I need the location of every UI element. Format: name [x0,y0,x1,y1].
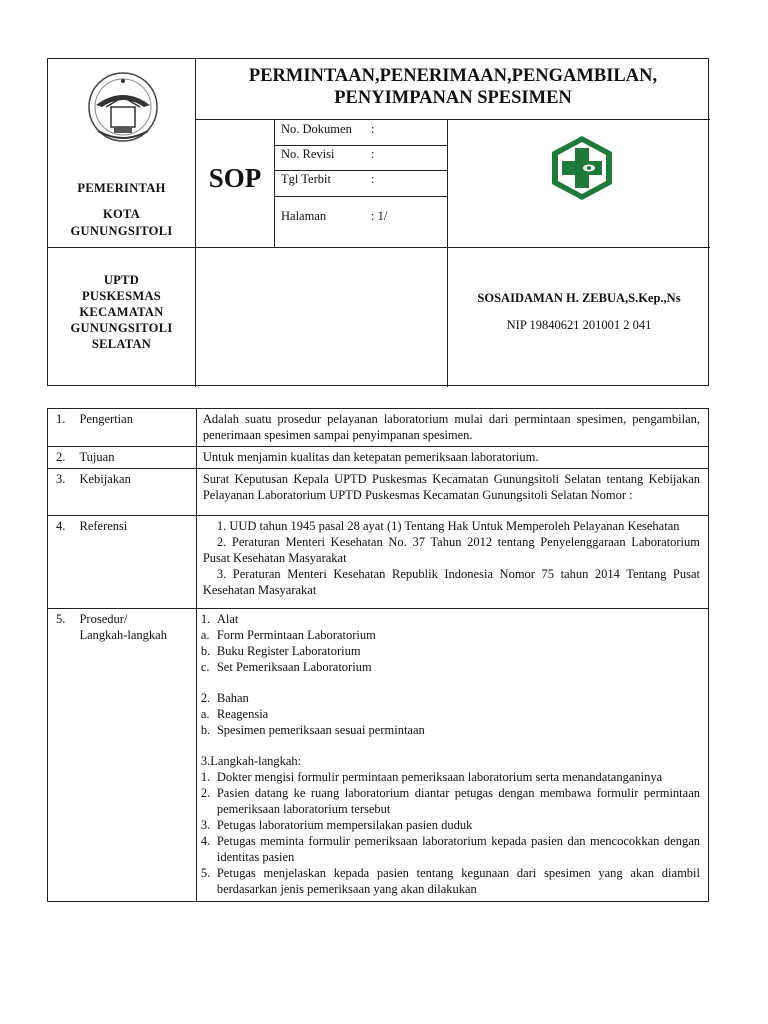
list-text: Petugas laboratorium mempersilakan pasien duduk [216,818,473,832]
list-item [201,865,700,897]
divider [275,170,447,171]
list-item [201,690,700,706]
list-marker: 4. [200,834,211,848]
city-name: GUNUNGSITOLI [70,224,173,238]
list-item [201,611,700,627]
list-item [201,706,700,722]
city-emblem-logo [78,67,168,147]
list-marker: 3. [200,818,211,832]
list-marker: b. [200,723,211,737]
reference-list [196,516,708,609]
divider [275,145,447,146]
list-item [201,769,700,785]
puskesmas-logo [548,134,616,202]
list-marker: c. [200,660,210,674]
list-marker: a. [200,628,210,642]
unit-name [48,272,195,352]
section-number: 3. [48,469,76,516]
unit-line: UPTD [103,273,140,287]
signatory-name: SOSAIDAMAN H. ZEBUA,S.Kep.,Ns [477,291,681,305]
list-marker: 2. [200,691,211,705]
document-title [196,65,710,109]
table-row [48,447,709,469]
page-label: Halaman [281,209,327,223]
section-label: Referensi [75,516,196,609]
reference-item: 3. Peraturan Menteri Kesehatan Republik Indonesia Nomor 75 tahun 2014 Tentang Pusat Kesehatan Masyarakat [202,567,700,597]
unit-line: SELATAN [91,337,152,351]
list-item [201,833,700,865]
section-number: 5. [48,609,76,902]
unit-line: PUSKESMAS [81,289,162,303]
list-marker: a. [200,707,210,721]
list-marker: 1. [200,612,211,626]
issue-date-value: : [371,172,375,186]
list-item [201,722,700,738]
section-content: Adalah suatu prosedur pelayanan laboratorium mulai dari permintaan spesimen, pengambilan, penerimaan spesimen sampai penyimpanan spesimen. [196,409,708,447]
list-item [201,643,700,659]
divider [195,119,710,120]
spacer [201,738,700,753]
list-marker: b. [200,644,211,658]
reference-item: 1. UUD tahun 1945 pasal 28 ayat (1) Tentang Hak Untuk Memperoleh Pelayanan Kesehatan [216,519,680,533]
divider [275,196,447,197]
doc-number-label: No. Dokumen [281,122,352,136]
doc-number-value: : [371,122,375,136]
section-number: 1. [48,409,76,447]
table-row [48,469,709,516]
steps-heading: 3.Langkah-langkah: [200,754,302,768]
section-number: 2. [48,447,76,469]
list-item [201,659,700,675]
section-label [75,609,196,902]
list-text: Alat [216,612,239,626]
section-label: Kebijakan [75,469,196,516]
unit-line: GUNUNGSITOLI [70,321,173,335]
title-line: PENYIMPANAN SPESIMEN [334,88,572,108]
reference-item: 2. Peraturan Menteri Kesehatan No. 37 Tahun 2012 tentang Penyelenggaraan Laboratorium Pusat Kesehatan Masyarakat [202,535,700,565]
section-content: Untuk menjamin kualitas dan ketepatan pemeriksaan laboratorium. [196,447,708,469]
list-text: Pasien datang ke ruang laboratorium diantar petugas dengan membawa formulir permintaan pemeriksaan laboratorium tersebut [216,786,700,816]
list-marker: 2. [200,786,211,800]
list-text: Bahan [216,691,249,705]
list-text: Petugas menjelaskan kepada pasien tentang kegunaan dari spesimen yang akan diambil berdasarkan jenis pemeriksaan yang akan dilakukan [216,866,700,896]
divider [447,247,448,387]
list-text: Buku Register Laboratorium [216,644,361,658]
issue-date-label: Tgl Terbit [281,172,331,186]
procedure-table [47,408,709,902]
table-row [48,516,709,609]
section-content: Surat Keputusan Kepala UPTD Puskesmas Kecamatan Gunungsitoli Selatan tentang Kebijakan Pelayanan Laboratorium UPTD Puskesmas Kecamatan Gunungsitoli Selatan Nomor : [196,469,708,516]
section-number: 4. [48,516,76,609]
section-label-line: Prosedur/ [79,612,128,626]
list-item [201,817,700,833]
list-item [201,785,700,817]
document-info-box [274,119,448,248]
section-label: Pengertian [75,409,196,447]
list-text: Spesimen pemeriksaan sesuai permintaan [216,723,425,737]
table-row [48,609,709,902]
page-value: : 1/ [371,209,388,223]
title-line: PERMINTAAN,PENERIMAAN,PENGAMBILAN, [248,66,658,86]
signatory-nip: NIP 19840621 201001 2 041 [506,318,652,332]
list-text: Form Permintaan Laboratorium [216,628,376,642]
list-text: Set Pemeriksaan Laboratorium [216,660,372,674]
list-marker: 5. [200,866,211,880]
sop-header-table [47,58,709,386]
revision-value: : [371,147,375,161]
section-label-line: Langkah-langkah [79,628,167,642]
list-item [201,627,700,643]
revision-label: No. Revisi [281,147,335,161]
list-text: Petugas meminta formulir pemeriksaan laboratorium kepada pasien dan mencocokkan dengan identitas pasien [216,834,700,864]
sop-label: SOP [208,163,262,193]
section-label: Tujuan [75,447,196,469]
unit-line: KECAMATAN [79,305,164,319]
government-label: PEMERINTAH [77,181,166,195]
table-row [48,409,709,447]
list-marker: 1. [200,770,211,784]
list-text: Dokter mengisi formulir permintaan pemeriksaan laboratorium serta menandatanganinya [216,770,663,784]
spacer [201,675,700,690]
list-text: Reagensia [216,707,269,721]
procedure-content [196,609,708,902]
city-label: KOTA [102,207,141,221]
